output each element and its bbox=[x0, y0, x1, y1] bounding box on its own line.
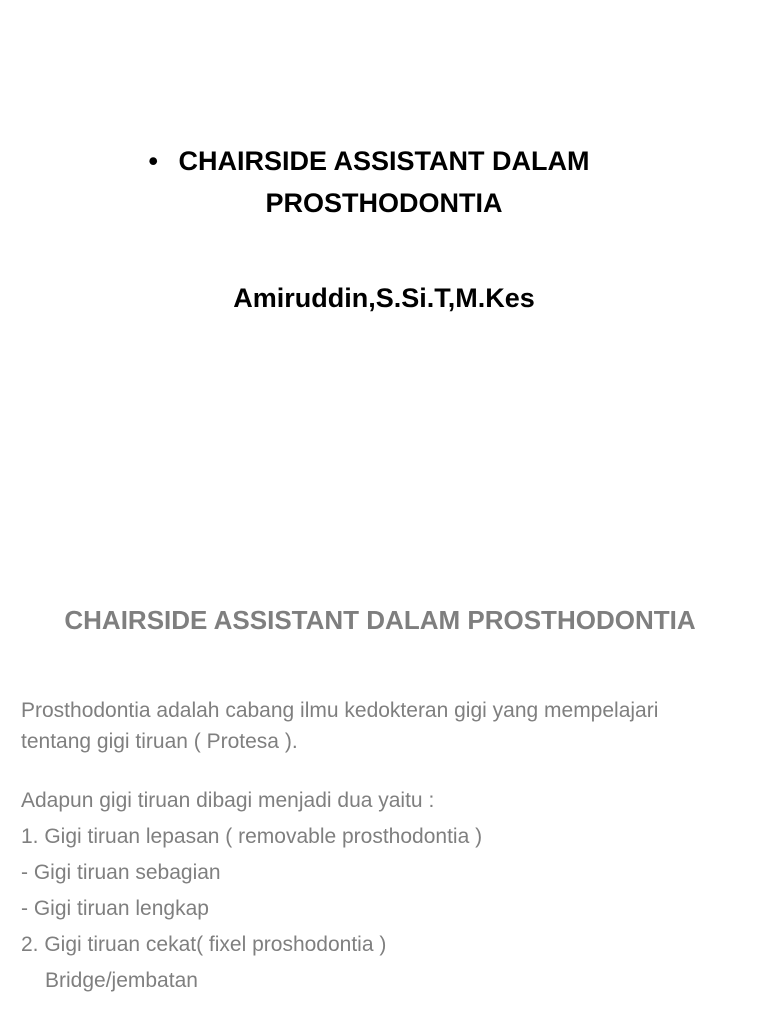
list-item: 2. Gigi tiruan cekat( fixel proshodontia ) bbox=[21, 933, 387, 956]
list-item: Bridge/jembatan bbox=[45, 969, 198, 992]
author-name: Amiruddin,S.Si.T,M.Kes bbox=[233, 283, 535, 313]
intro-line-1: Prosthodontia adalah cabang ilmu kedokteran gigi yang mempelajari bbox=[21, 699, 659, 722]
title-line-1-wrapper bbox=[148, 140, 590, 182]
content-body bbox=[21, 695, 751, 999]
content-slide bbox=[0, 560, 768, 1024]
title-line-1: CHAIRSIDE ASSISTANT DALAM bbox=[178, 146, 590, 176]
bullet-icon: • bbox=[148, 146, 158, 176]
paragraph-gap bbox=[21, 757, 751, 783]
list-item: - Gigi tiruan lengkap bbox=[21, 897, 209, 920]
list-item: 1. Gigi tiruan lepasan ( removable prosthodontia ) bbox=[21, 825, 483, 848]
title-line-2: PROSTHODONTIA bbox=[265, 188, 503, 218]
slide-title bbox=[0, 140, 768, 224]
list-item: - Gigi tiruan sebagian bbox=[21, 861, 221, 884]
intro-line-2: tentang gigi tiruan ( Protesa ). bbox=[21, 730, 298, 753]
content-slide-title: CHAIRSIDE ASSISTANT DALAM PROSTHODONTIA bbox=[64, 605, 696, 635]
list-intro: Adapun gigi tiruan dibagi menjadi dua yaitu : bbox=[21, 789, 435, 812]
